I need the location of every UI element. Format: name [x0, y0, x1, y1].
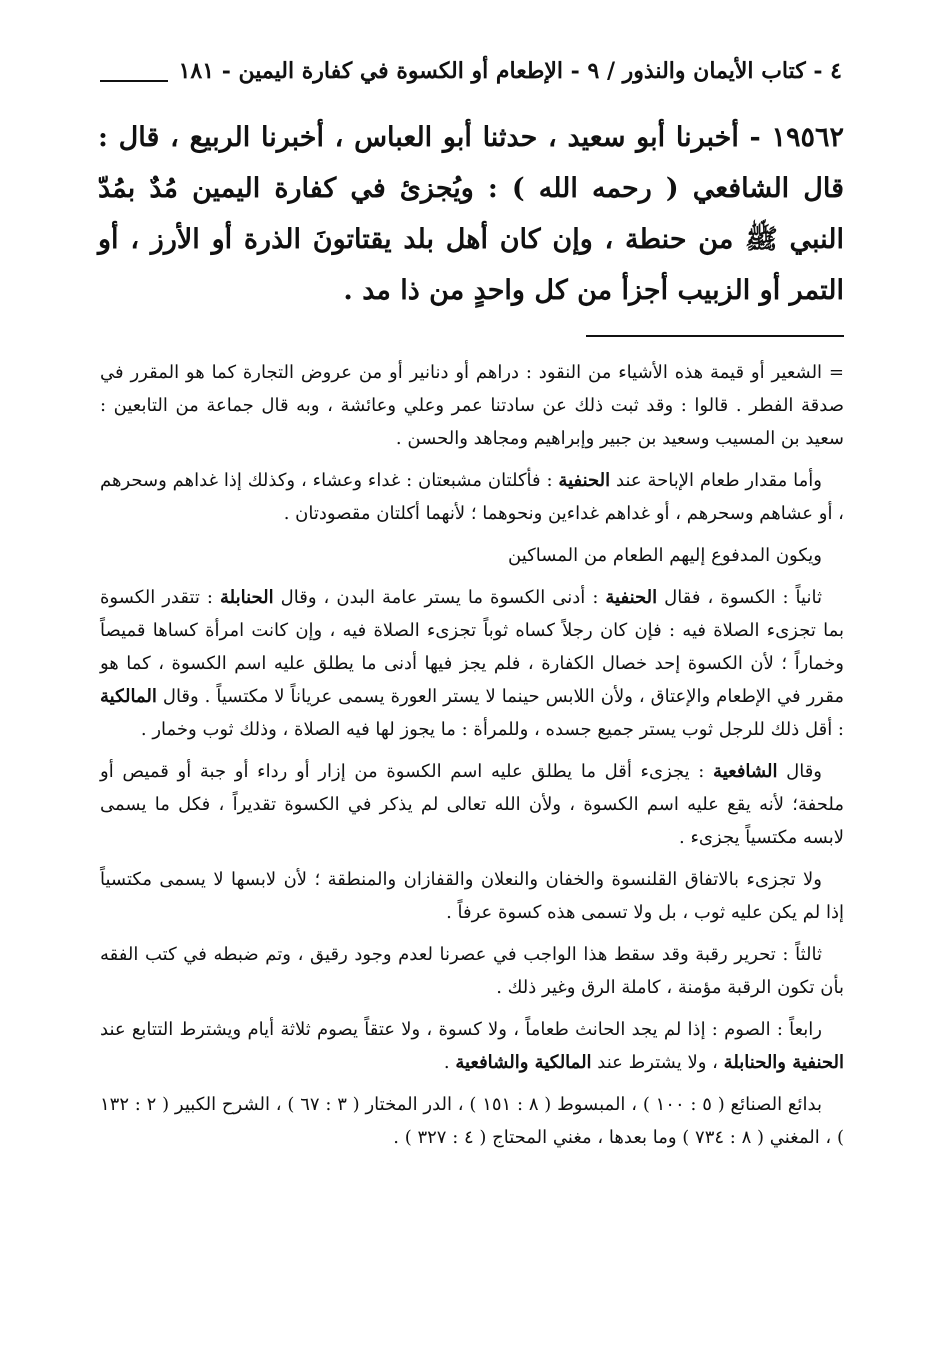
footnote-paragraph: ثالثاً : تحرير رقبة وقد سقط هذا الواجب في عصرنا لعدم وجود رقيق ، وتم ضبطه في كتب الفقه بأن تكون الرقبة مؤمنة ، كاملة الرق وغير ذلك .: [100, 944, 844, 998]
footnote-paragraph: [100, 1013, 844, 1079]
text-run: وأما مقدار طعام الإباحة عند: [616, 470, 822, 491]
footnotes: [100, 356, 844, 1163]
hadith-text: - أخبرنا أبو سعيد ، حدثنا أبو العباس ، أخبرنا الربيع ، قال : قال الشافعي ( رحمه الله ) : ويُجزئ في كفارة اليمين مُدٌ بمُدّ النبي ﷺ من حنطة ، وإن كان أهل بلد يقتاتونَ الذرة أو الأرز ، أو التمر أو الزبيب أجزأ من كل واحدٍ من ذا مد .: [98, 122, 844, 306]
footnote-paragraph: ويكون المدفوع إليهم الطعام من المساكين: [508, 545, 822, 566]
text-run: وقال: [786, 761, 822, 782]
text-run: : أقل ذلك للرجل ثوب يستر جميع جسده ، وللمرأة : ما يجوز لها فيه الصلاة ، وذلك ثوب وخمار .: [140, 719, 844, 740]
footnote-paragraph: [100, 464, 844, 530]
page-header: [100, 52, 842, 92]
bold-term: الحنفية: [605, 587, 658, 608]
footnote-separator: [586, 335, 844, 337]
header-rule: [100, 80, 168, 82]
bold-term: الشافعية: [713, 761, 778, 782]
bold-term: المالكية والشافعية: [455, 1052, 592, 1073]
footnote-paragraph: ولا تجزىء بالاتفاق القلنسوة والخفان والنعلان والقفازان والمنطقة ؛ لأن لابسها لا يسمى مكتسياً إذا لم يكن عليه ثوب ، بل ولا تسمى هذه كسوة عرفاً .: [100, 869, 844, 923]
text-run: : تتقدر الكسوة بما تجزىء الصلاة فيه : فإن كان رجلاً كساه ثوباً تجزىء الصلاة فيه ، وإن كانت امرأة كساها قميصاً وخماراً ؛ لأن الكسوة إحد خصال الكفارة ، فلم يجز فيها أدنى ما يطلق عليه اسم الكسوة ، كما هو مقرر في الإطعام والإعتاق ، ولأن اللابس حينما لا يستر العورة يسمى عرياناً لا مكتسياً . وقال: [100, 587, 844, 707]
text-run: ، ولا يشترط عند: [597, 1052, 718, 1073]
main-text: [98, 112, 844, 316]
text-run: : يجزىء أقل ما يطلق عليه اسم الكسوة من إزار أو رداء أو جبة أو قميص أو ملحفة؛ لأنه يقع عليه اسم الكسوة ، ولأن الله تعالى لم يذكر في الكسوة تقديراً ، فكل ما يسمى لابسه مكتسياً يجزىء .: [100, 761, 844, 848]
footnote-paragraph: [100, 755, 844, 854]
bold-term: الحنابلة: [220, 587, 274, 608]
bold-term: الحنفية والحنابلة: [723, 1052, 844, 1073]
text-run: : فأكلتان مشبعتان : غداء وعشاء ، وكذلك إذا غداهم وسحرهم ، أو عشاهم وسحرهم ، أو غداهم غداءين ونحوهما ؛ لأنهما أكلتان مقصودتان .: [100, 470, 844, 524]
bold-term: المالكية: [100, 686, 157, 707]
footnote-paragraph: = الشعير أو قيمة هذه الأشياء من النقود : دراهم أو دنانير أو من عروض التجارة كما هو المقرر في صدقة الفطر . قالوا : وقد ثبت ذلك عن سادتنا عمر وعلي وعائشة ، وبه قال جماعة من التابعين : سعيد بن المسيب وسعيد بن جبير وإبراهيم ومجاهد والحسن .: [100, 362, 845, 449]
hadith-number: ١٩٥٦٢: [771, 122, 844, 153]
text-run: رابعاً : الصوم : إذا لم يجد الحانث طعاماً ، ولا كسوة ، ولا عتقاً يصوم ثلاثة أيام ويشترط التتابع عند: [100, 1019, 822, 1040]
text-run: ثانياً : الكسوة ، فقال: [664, 587, 822, 608]
bold-term: الحنفية: [558, 470, 611, 491]
text-run: .: [443, 1052, 450, 1073]
footnote-references: بدائع الصنائع ( ٥ : ١٠٠ ) ، المبسوط ( ٨ : ١٥١ ) ، الدر المختار ( ٣ : ٦٧ ) ، الشرح الكبير ( ٢ : ١٣٢ ) ، المغني ( ٨ : ٧٣٤ ) وما بعدها ، مغني المحتاج ( ٤ : ٣٢٧ ) .: [100, 1094, 844, 1148]
text-run: : أدنى الكسوة ما يستر عامة البدن ، وقال: [280, 587, 599, 608]
footnote-paragraph: [100, 581, 844, 746]
running-title: ٤ - كتاب الأيمان والنذور / ٩ - الإطعام أو الكسوة في كفارة اليمين - ١٨١: [178, 58, 842, 84]
